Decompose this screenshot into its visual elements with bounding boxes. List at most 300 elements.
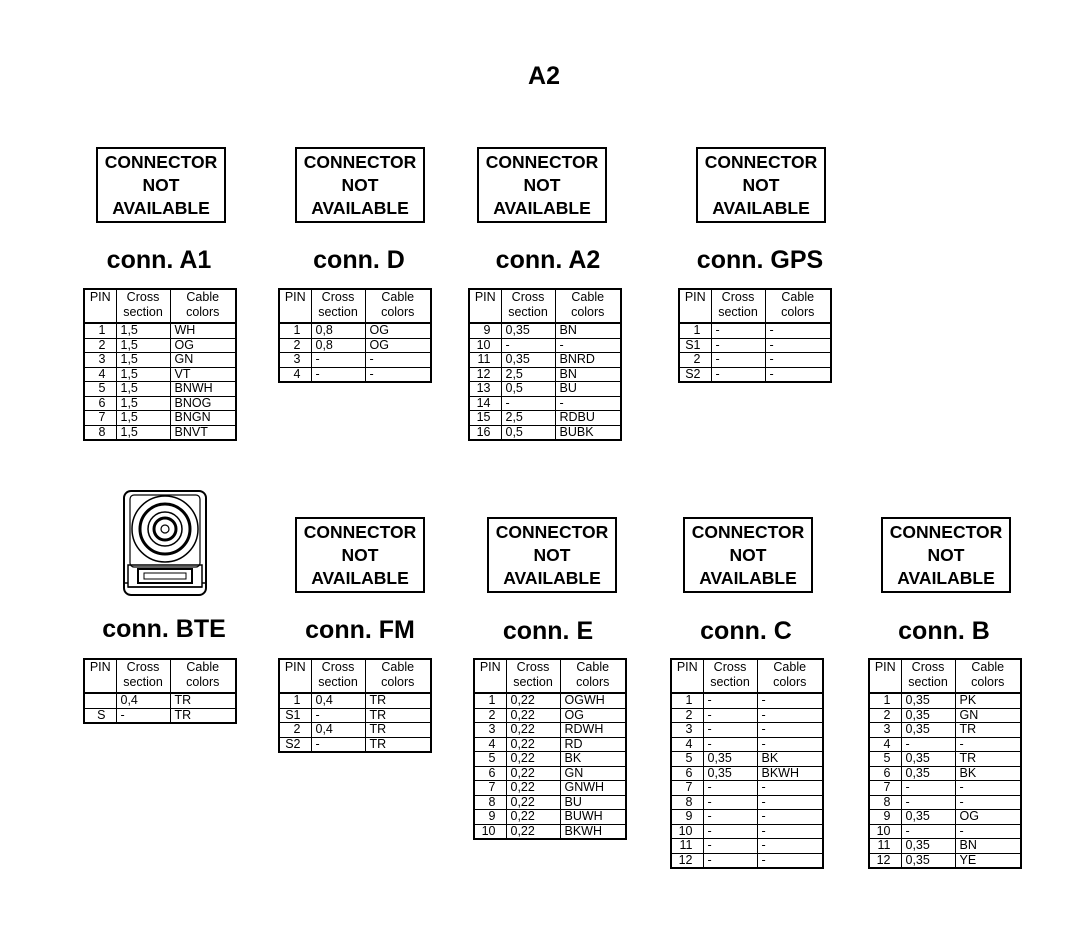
table-row xyxy=(671,723,823,738)
header-cable-colors-text: colors xyxy=(381,675,415,689)
pin-number: 10 xyxy=(671,824,703,839)
cable-color: - xyxy=(955,824,1021,839)
pin-number: 2 xyxy=(671,708,703,723)
na-line-3: AVAILABLE xyxy=(503,567,601,588)
cross-section: - xyxy=(311,353,365,368)
pin-number: 8 xyxy=(474,795,506,810)
table-row xyxy=(279,353,431,368)
cross-section: - xyxy=(311,737,365,752)
pin-number: 3 xyxy=(279,353,311,368)
cable-color: - xyxy=(765,338,831,353)
table-row xyxy=(469,323,621,338)
cable-color: GN xyxy=(560,766,626,781)
cross-section: 1,5 xyxy=(116,323,170,338)
na-line-1: CONNECTOR xyxy=(303,521,417,542)
cross-section: 0,4 xyxy=(116,693,170,708)
pin-table-gps xyxy=(678,288,832,383)
pin-number: 5 xyxy=(84,382,116,397)
header-cross-section xyxy=(311,289,365,323)
table-row xyxy=(869,839,1021,854)
na-line-2: NOT xyxy=(523,174,561,195)
table-row xyxy=(84,693,236,708)
pin-number: 4 xyxy=(671,737,703,752)
header-cable-colors-text: Cable xyxy=(186,290,220,304)
pin-number: 4 xyxy=(869,737,901,752)
pin-number: 2 xyxy=(279,338,311,353)
cable-color: OG xyxy=(170,338,236,353)
cross-section: - xyxy=(711,338,765,353)
cable-color: OG xyxy=(955,810,1021,825)
na-line-3: AVAILABLE xyxy=(493,197,591,218)
table-row xyxy=(474,723,626,738)
cable-color: RD xyxy=(560,737,626,752)
cable-color: TR xyxy=(365,708,431,723)
table-row xyxy=(474,766,626,781)
cross-section: - xyxy=(711,323,765,338)
table-header-row xyxy=(84,289,236,323)
pin-table-c xyxy=(670,658,824,869)
na-box-a2 xyxy=(477,147,607,223)
table-row xyxy=(671,766,823,781)
header-cable-colors-text: Cable xyxy=(186,660,220,674)
cable-color: OG xyxy=(365,338,431,353)
pin-table-a1 xyxy=(83,288,237,441)
header-pin xyxy=(671,659,703,693)
header-pin xyxy=(679,289,711,323)
cross-section: 1,5 xyxy=(116,353,170,368)
cable-color: GNWH xyxy=(560,781,626,796)
cross-section: 0,22 xyxy=(506,693,560,708)
table-row xyxy=(679,353,831,368)
cross-section: 1,5 xyxy=(116,411,170,426)
header-pin xyxy=(279,659,311,693)
na-box-fm xyxy=(295,517,425,593)
pin-number: 14 xyxy=(469,396,501,411)
table-row xyxy=(474,781,626,796)
pin-number: 15 xyxy=(469,411,501,426)
table-header-row xyxy=(469,289,621,323)
cable-color: - xyxy=(365,353,431,368)
table-row xyxy=(469,382,621,397)
table-row xyxy=(84,382,236,397)
cross-section: - xyxy=(703,853,757,868)
cross-section: - xyxy=(901,737,955,752)
table-header-row xyxy=(679,289,831,323)
table-row xyxy=(679,338,831,353)
cable-color: YE xyxy=(955,853,1021,868)
header-pin-text: PIN xyxy=(89,290,111,304)
cable-color: BNWH xyxy=(170,382,236,397)
header-cable-colors xyxy=(170,289,236,323)
header-cross-section-text: Cross xyxy=(321,290,355,304)
pin-number: 1 xyxy=(279,693,311,708)
header-cross-section-text: Cross xyxy=(511,290,545,304)
table-row xyxy=(84,425,236,440)
pin-table-e xyxy=(473,658,627,840)
table-row xyxy=(279,737,431,752)
na-line-2: NOT xyxy=(927,544,965,565)
cable-color: TR xyxy=(365,693,431,708)
header-cable-colors-text: colors xyxy=(971,675,1005,689)
pin-number: 9 xyxy=(469,323,501,338)
table-row xyxy=(671,810,823,825)
header-cable-colors-text: Cable xyxy=(773,660,807,674)
conn-label-b: conn. B xyxy=(898,617,990,645)
pin-number: 9 xyxy=(671,810,703,825)
header-cable-colors-text: Cable xyxy=(381,290,415,304)
pin-number: 2 xyxy=(869,708,901,723)
header-pin xyxy=(474,659,506,693)
pin-number: 3 xyxy=(671,723,703,738)
table-row xyxy=(679,367,831,382)
table-row xyxy=(869,752,1021,767)
cross-section: - xyxy=(703,708,757,723)
cross-section: 0,8 xyxy=(311,323,365,338)
cross-section: - xyxy=(703,824,757,839)
cable-color: TR xyxy=(170,693,236,708)
header-cable-colors xyxy=(555,289,621,323)
cable-color: BKWH xyxy=(560,824,626,839)
cable-color: - xyxy=(757,824,823,839)
cable-color: TR xyxy=(365,723,431,738)
table-row xyxy=(671,824,823,839)
pin-number: 2 xyxy=(679,353,711,368)
header-cable-colors-text: Cable xyxy=(571,290,605,304)
header-cross-section xyxy=(711,289,765,323)
cable-color: PK xyxy=(955,693,1021,708)
header-cross-section-text: section xyxy=(123,305,163,319)
cross-section: 0,35 xyxy=(901,723,955,738)
na-line-1: CONNECTOR xyxy=(889,521,1003,542)
table-row xyxy=(469,396,621,411)
cross-section: - xyxy=(116,708,170,723)
header-cross-section xyxy=(901,659,955,693)
header-pin xyxy=(279,289,311,323)
header-cross-section-text: Cross xyxy=(516,660,550,674)
table-row xyxy=(869,737,1021,752)
cross-section: - xyxy=(901,795,955,810)
table-row xyxy=(474,824,626,839)
cross-section: 1,5 xyxy=(116,396,170,411)
cross-section: 0,22 xyxy=(506,737,560,752)
cross-section: 2,5 xyxy=(501,367,555,382)
table-header-row xyxy=(671,659,823,693)
cross-section: 0,35 xyxy=(901,766,955,781)
cross-section: 0,35 xyxy=(901,752,955,767)
pin-number: 4 xyxy=(84,367,116,382)
cable-color: GN xyxy=(170,353,236,368)
table-row xyxy=(84,708,236,723)
cable-color: TR xyxy=(365,737,431,752)
cross-section: 0,22 xyxy=(506,824,560,839)
cable-color: BNOG xyxy=(170,396,236,411)
table-row xyxy=(474,810,626,825)
pin-number: 16 xyxy=(469,425,501,440)
header-pin xyxy=(869,659,901,693)
header-pin xyxy=(84,659,116,693)
header-cable-colors-text: colors xyxy=(186,675,220,689)
table-row xyxy=(84,338,236,353)
pin-number: 1 xyxy=(279,323,311,338)
na-line-2: NOT xyxy=(142,174,180,195)
cable-color: BUWH xyxy=(560,810,626,825)
pin-number: 3 xyxy=(84,353,116,368)
table-header-row xyxy=(474,659,626,693)
table-row xyxy=(671,708,823,723)
pin-number: 7 xyxy=(84,411,116,426)
pin-number: 6 xyxy=(869,766,901,781)
table-row xyxy=(671,839,823,854)
pin-number: 6 xyxy=(84,396,116,411)
cross-section: - xyxy=(711,353,765,368)
header-cross-section-text: section xyxy=(123,675,163,689)
header-cross-section xyxy=(116,659,170,693)
na-line-1: CONNECTOR xyxy=(704,151,818,172)
page-title: A2 xyxy=(528,62,560,90)
table-row xyxy=(671,693,823,708)
cross-section: 0,4 xyxy=(311,723,365,738)
header-cross-section-text: Cross xyxy=(721,290,755,304)
na-line-3: AVAILABLE xyxy=(699,567,797,588)
header-pin-text: PIN xyxy=(284,290,306,304)
table-row xyxy=(869,781,1021,796)
na-line-3: AVAILABLE xyxy=(311,567,409,588)
table-row xyxy=(279,367,431,382)
conn-label-fm: conn. FM xyxy=(305,616,415,644)
cross-section: - xyxy=(703,723,757,738)
header-cross-section-text: Cross xyxy=(126,660,160,674)
pin-number: S2 xyxy=(279,737,311,752)
header-pin-text: PIN xyxy=(676,660,698,674)
cable-color: - xyxy=(757,810,823,825)
cross-section: - xyxy=(501,338,555,353)
header-cable-colors-text: colors xyxy=(576,675,610,689)
cross-section: 0,22 xyxy=(506,810,560,825)
table-row xyxy=(469,367,621,382)
cable-color: BUBK xyxy=(555,425,621,440)
na-line-2: NOT xyxy=(742,174,780,195)
header-cable-colors-text: colors xyxy=(186,305,220,319)
table-row xyxy=(671,853,823,868)
header-cross-section-text: Cross xyxy=(321,660,355,674)
cable-color: - xyxy=(757,708,823,723)
cable-color: TR xyxy=(170,708,236,723)
cross-section: 0,35 xyxy=(901,853,955,868)
header-cable-colors xyxy=(955,659,1021,693)
table-row xyxy=(279,323,431,338)
na-line-2: NOT xyxy=(533,544,571,565)
cross-section: 0,35 xyxy=(703,752,757,767)
table-row xyxy=(84,323,236,338)
pin-number: 7 xyxy=(869,781,901,796)
na-line-1: CONNECTOR xyxy=(303,151,417,172)
pin-number: 13 xyxy=(469,382,501,397)
cross-section: - xyxy=(703,693,757,708)
header-cable-colors-text: colors xyxy=(781,305,815,319)
header-cable-colors xyxy=(757,659,823,693)
pin-number: 10 xyxy=(869,824,901,839)
header-pin-text: PIN xyxy=(474,290,496,304)
cross-section: 0,8 xyxy=(311,338,365,353)
bte-connector-drawing xyxy=(122,489,208,599)
header-cross-section-text: Cross xyxy=(713,660,747,674)
cable-color: BNVT xyxy=(170,425,236,440)
header-cable-colors xyxy=(170,659,236,693)
header-cross-section-text: Cross xyxy=(911,660,945,674)
header-cross-section xyxy=(506,659,560,693)
header-cable-colors xyxy=(365,289,431,323)
cable-color: - xyxy=(765,353,831,368)
cable-color: - xyxy=(757,795,823,810)
table-row xyxy=(869,853,1021,868)
cross-section: 0,35 xyxy=(703,766,757,781)
header-cross-section-text: section xyxy=(513,675,553,689)
table-row xyxy=(469,353,621,368)
cross-section: 1,5 xyxy=(116,425,170,440)
header-cable-colors xyxy=(560,659,626,693)
table-row xyxy=(469,411,621,426)
pin-number: 12 xyxy=(469,367,501,382)
na-line-3: AVAILABLE xyxy=(712,197,810,218)
header-cable-colors xyxy=(365,659,431,693)
table-row xyxy=(469,425,621,440)
na-line-3: AVAILABLE xyxy=(897,567,995,588)
na-line-1: CONNECTOR xyxy=(485,151,599,172)
pin-number: 5 xyxy=(671,752,703,767)
pin-number: 2 xyxy=(279,723,311,738)
cross-section: - xyxy=(703,781,757,796)
pin-number: S1 xyxy=(679,338,711,353)
cable-color: BN xyxy=(955,839,1021,854)
header-cable-colors xyxy=(765,289,831,323)
cable-color: - xyxy=(365,367,431,382)
cable-color: - xyxy=(765,367,831,382)
header-cross-section xyxy=(501,289,555,323)
na-line-1: CONNECTOR xyxy=(495,521,609,542)
header-cross-section xyxy=(703,659,757,693)
cross-section: 0,35 xyxy=(901,708,955,723)
cross-section: 0,35 xyxy=(901,839,955,854)
na-line-3: AVAILABLE xyxy=(311,197,409,218)
table-row xyxy=(869,708,1021,723)
cable-color: - xyxy=(955,737,1021,752)
pin-number: 7 xyxy=(671,781,703,796)
conn-label-gps: conn. GPS xyxy=(696,246,824,274)
header-pin-text: PIN xyxy=(479,660,501,674)
cable-color: RDWH xyxy=(560,723,626,738)
header-cross-section-text: Cross xyxy=(126,290,160,304)
cross-section: 1,5 xyxy=(116,367,170,382)
table-row xyxy=(279,338,431,353)
table-row xyxy=(279,723,431,738)
table-row xyxy=(869,693,1021,708)
header-cross-section-text: section xyxy=(718,305,758,319)
table-row xyxy=(869,795,1021,810)
pin-number: 1 xyxy=(671,693,703,708)
cross-section: 0,35 xyxy=(901,810,955,825)
cable-color: VT xyxy=(170,367,236,382)
cross-section: 1,5 xyxy=(116,382,170,397)
header-cross-section xyxy=(311,659,365,693)
table-row xyxy=(679,323,831,338)
cross-section: 2,5 xyxy=(501,411,555,426)
table-row xyxy=(84,396,236,411)
pin-number: 12 xyxy=(671,853,703,868)
table-row xyxy=(869,810,1021,825)
pin-number: 4 xyxy=(279,367,311,382)
conn-label-e: conn. E xyxy=(502,617,594,645)
header-cable-colors-text: Cable xyxy=(381,660,415,674)
cable-color: - xyxy=(757,839,823,854)
cable-color: - xyxy=(757,693,823,708)
na-box-c xyxy=(683,517,813,593)
header-pin-text: PIN xyxy=(89,660,111,674)
pin-number: 10 xyxy=(474,824,506,839)
cable-color: - xyxy=(757,723,823,738)
pin-table-fm xyxy=(278,658,432,753)
cross-section: - xyxy=(703,737,757,752)
conn-label-c: conn. C xyxy=(700,617,792,645)
na-line-2: NOT xyxy=(341,174,379,195)
table-header-row xyxy=(84,659,236,693)
pin-number: 8 xyxy=(671,795,703,810)
cable-color: - xyxy=(955,781,1021,796)
table-row xyxy=(84,367,236,382)
cable-color: - xyxy=(555,396,621,411)
cable-color: OG xyxy=(365,323,431,338)
cable-color: - xyxy=(765,323,831,338)
cable-color: BU xyxy=(555,382,621,397)
table-row xyxy=(671,781,823,796)
cable-color: BNGN xyxy=(170,411,236,426)
cable-color: - xyxy=(757,737,823,752)
conn-label-a1: conn. A1 xyxy=(106,246,212,274)
pin-number: 3 xyxy=(474,723,506,738)
cross-section: 0,22 xyxy=(506,723,560,738)
cross-section: 0,35 xyxy=(901,693,955,708)
pin-table-b xyxy=(868,658,1022,869)
cable-color: GN xyxy=(955,708,1021,723)
cross-section: 0,35 xyxy=(501,353,555,368)
pin-number: 10 xyxy=(469,338,501,353)
pin-number: S xyxy=(84,708,116,723)
header-pin xyxy=(84,289,116,323)
table-row xyxy=(469,338,621,353)
table-row xyxy=(869,824,1021,839)
pin-number: 2 xyxy=(84,338,116,353)
table-row xyxy=(279,708,431,723)
cross-section: - xyxy=(703,810,757,825)
pin-number: 1 xyxy=(679,323,711,338)
cable-color: - xyxy=(955,795,1021,810)
header-pin-text: PIN xyxy=(284,660,306,674)
na-box-e xyxy=(487,517,617,593)
header-cable-colors-text: colors xyxy=(571,305,605,319)
pin-number: 5 xyxy=(474,752,506,767)
pin-number: 9 xyxy=(474,810,506,825)
pin-number: 2 xyxy=(474,708,506,723)
table-row xyxy=(84,411,236,426)
table-row xyxy=(671,795,823,810)
table-row xyxy=(474,752,626,767)
cable-color: BK xyxy=(560,752,626,767)
table-row xyxy=(869,723,1021,738)
pin-number: 5 xyxy=(869,752,901,767)
pin-table-bte xyxy=(83,658,237,724)
cable-color: TR xyxy=(955,723,1021,738)
header-cross-section-text: section xyxy=(710,675,750,689)
cross-section: 0,22 xyxy=(506,795,560,810)
